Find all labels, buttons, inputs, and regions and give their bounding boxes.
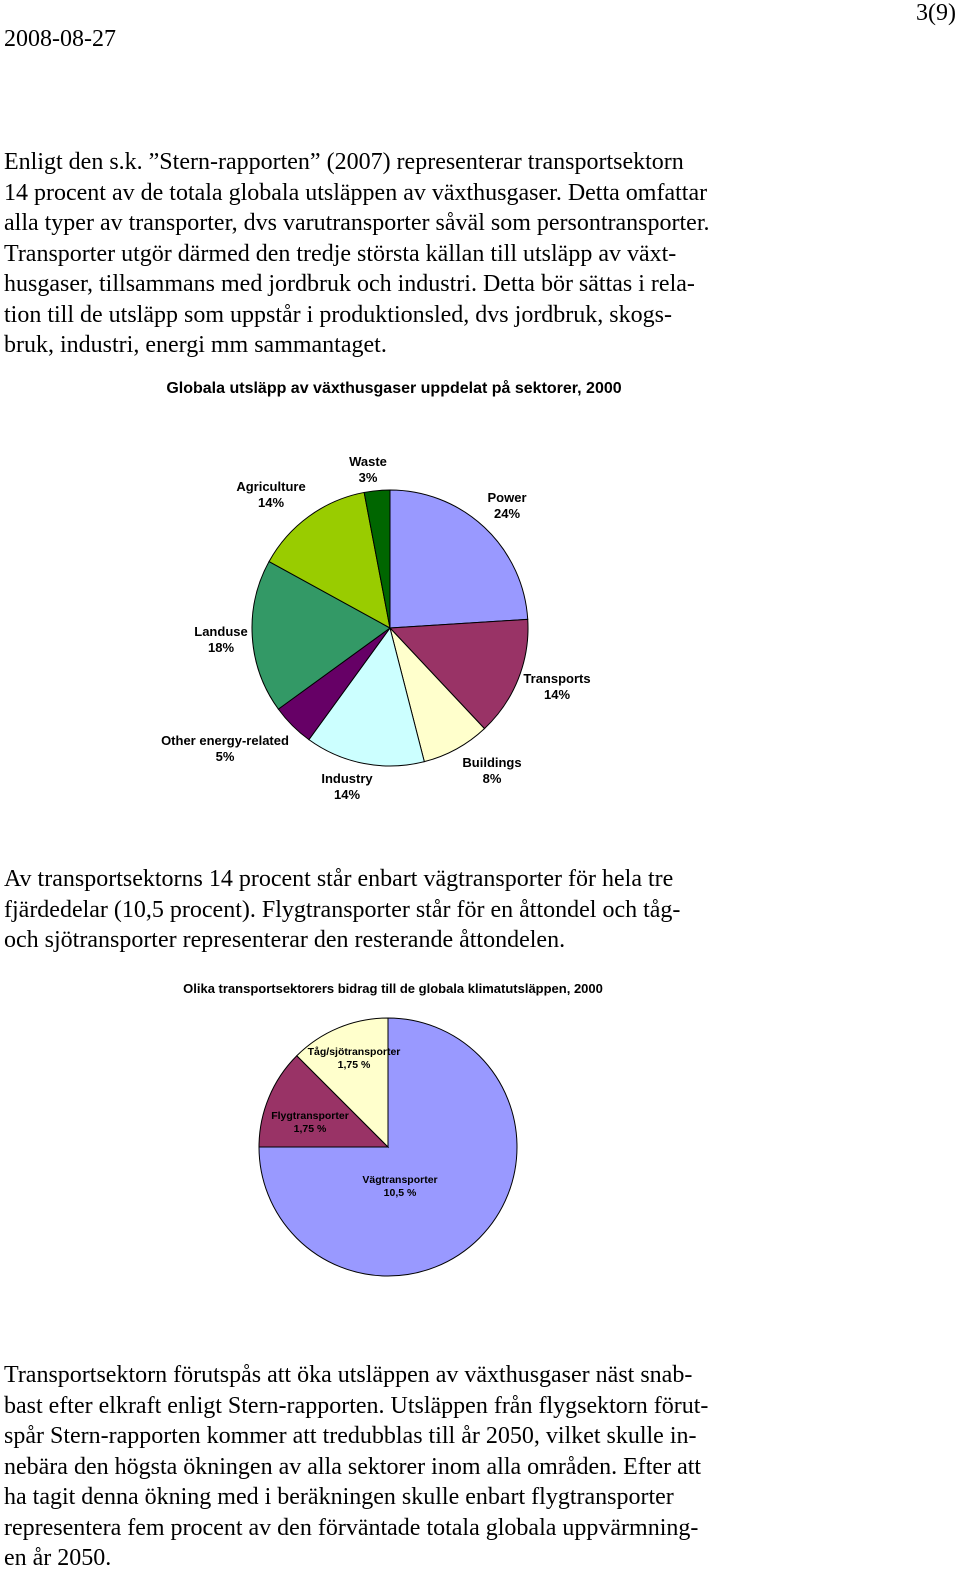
pie1-label-agriculture: Agriculture 14% [236,479,306,510]
pie1-label-industry: Industry 14% [321,771,373,802]
paragraph-line: Transporter utgör därmed den tredje största källan till utsläpp av växt- [4,240,677,267]
chart1-sectors-pie [0,410,800,820]
page-number: 3(9) [916,0,956,26]
pie1-label-other-energy: Other energy-related 5% [161,733,289,764]
paragraph-line: och sjötransporter representerar den resterande åttondelen. [4,927,566,953]
pie1-label-waste: Waste 3% [349,454,387,485]
pie1-label-landuse: Landuse 18% [194,624,248,655]
paragraph-transport-share [4,864,680,956]
document-date: 2008-08-27 [4,26,116,52]
paragraph-line: 14 procent av de totala globala utsläppen av växthusgaser. Detta omfattar [4,179,708,206]
paragraph-line: alla typer av transporter, dvs varutransporter såväl som persontransporter. [4,210,710,236]
paragraph-line: spår Stern-rapporten kommer att tredubblas till år 2050, vilket skulle in- [4,1423,697,1449]
paragraph-line: Enligt den s.k. ”Stern-rapporten” (2007) representerar transportsektorn [4,149,684,175]
pie2-label-flyg: Flygtransporter 1,75 % [271,1110,349,1135]
paragraph-line: nebära den högsta ökningen av alla sektorer inom alla områden. Efter att [4,1453,702,1480]
pie2-label-vag: Vägtransporter 10,5 % [362,1174,438,1199]
pie2-label-tag-sjo: Tåg/sjötransporter 1,75 % [307,1046,401,1071]
chart2-transport-pie [0,1010,800,1290]
paragraph-line: Av transportsektorns 14 procent står enbart vägtransporter för hela tre [4,866,674,892]
paragraph-line: Transportsektorn förutspås att öka utsläppen av växthusgaser näst snab- [4,1362,693,1388]
paragraph-stern-intro [4,147,709,361]
paragraph-line: representera fem procent av den förväntade totala globala uppvärmning- [4,1514,699,1541]
pie1-label-power: Power 24% [487,490,527,521]
paragraph-line: en år 2050. [4,1545,112,1571]
pie1-label-transports: Transports 14% [523,671,591,702]
chart1-title: Globala utsläpp av växthusgaser uppdelat på sektorer, 2000 [166,380,622,397]
chart2-title: Olika transportsektorers bidrag till de globala klimatutsläppen, 2000 [183,981,603,996]
pie1-label-buildings: Buildings 8% [462,755,522,786]
paragraph-line: tion till de utsläpp som uppstår i produktionsled, dvs jordbruk, skogs- [4,301,672,328]
pie1-slices [252,490,528,766]
paragraph-line: bast efter elkraft enligt Stern-rapporten. Utsläppen från flygsektorn förut- [4,1392,709,1419]
paragraph-line: bruk, industri, energi mm sammantaget. [4,332,387,358]
paragraph-line: fjärdedelar (10,5 procent). Flygtransporter står för en åttondel och tåg- [4,896,681,923]
paragraph-line: ha tagit denna ökning med i beräkningen skulle enbart flygtransporter [4,1484,674,1510]
paragraph-future-outlook [4,1360,708,1574]
paragraph-line: husgaser, tillsammans med jordbruk och industri. Detta bör sättas i rela- [4,271,695,297]
